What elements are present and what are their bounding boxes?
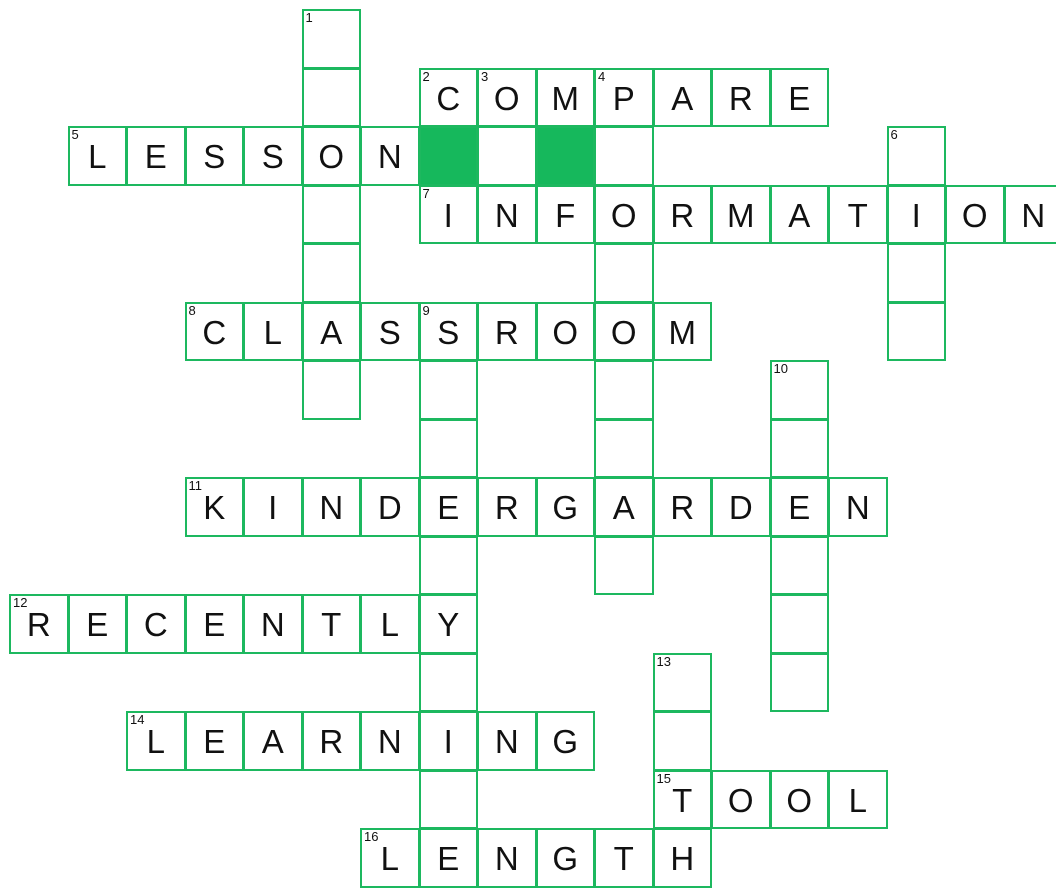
cell-letter: L bbox=[380, 606, 399, 644]
cell-letter: D bbox=[377, 489, 402, 527]
cell-letter: T bbox=[321, 606, 342, 644]
grid-cell[interactable] bbox=[419, 594, 479, 654]
grid-cell[interactable] bbox=[770, 68, 830, 128]
cell-letter: F bbox=[555, 196, 576, 234]
grid-cell[interactable] bbox=[770, 770, 830, 830]
clue-number: 3 bbox=[481, 68, 489, 84]
grid-cell[interactable] bbox=[653, 185, 713, 245]
cell-letter: G bbox=[552, 840, 579, 878]
cell-letter: S bbox=[261, 138, 284, 176]
grid-cell[interactable] bbox=[185, 126, 245, 186]
grid-cell[interactable] bbox=[360, 302, 420, 362]
grid-cell[interactable] bbox=[477, 828, 537, 888]
cell-letter: C bbox=[436, 79, 461, 117]
grid-cell[interactable] bbox=[828, 185, 888, 245]
grid-cell[interactable] bbox=[477, 126, 537, 186]
cell-letter: S bbox=[437, 313, 460, 351]
grid-cell[interactable] bbox=[887, 126, 947, 186]
grid-cell[interactable] bbox=[653, 302, 713, 362]
cell-letter: C bbox=[143, 606, 168, 644]
grid-cell[interactable] bbox=[477, 185, 537, 245]
cell-letter: N bbox=[494, 840, 519, 878]
clue-number: 15 bbox=[656, 770, 671, 786]
cell-letter: E bbox=[86, 606, 109, 644]
cell-letter: I bbox=[443, 723, 453, 761]
cell-letter: O bbox=[786, 781, 813, 819]
grid-cell[interactable] bbox=[126, 126, 186, 186]
clue-number: 4 bbox=[598, 68, 606, 84]
grid-cell[interactable] bbox=[594, 477, 654, 537]
grid-cell[interactable] bbox=[243, 126, 303, 186]
cell-letter: H bbox=[670, 840, 695, 878]
grid-cell[interactable] bbox=[770, 653, 830, 713]
grid-cell[interactable] bbox=[594, 243, 654, 303]
cell-letter: N bbox=[377, 138, 402, 176]
cell-letter: E bbox=[437, 840, 460, 878]
clue-number: 14 bbox=[130, 712, 145, 727]
grid-cell[interactable] bbox=[770, 419, 830, 479]
grid-cell[interactable] bbox=[302, 68, 362, 128]
cell-letter: P bbox=[612, 79, 635, 117]
cell-letter: T bbox=[672, 781, 693, 819]
grid-cell[interactable] bbox=[1004, 185, 1056, 245]
grid-cell[interactable] bbox=[360, 828, 420, 888]
clue-number: 8 bbox=[188, 302, 196, 318]
clue-number: 11 bbox=[188, 478, 202, 493]
grid-cell[interactable] bbox=[594, 68, 654, 128]
cell-letter: O bbox=[961, 196, 988, 234]
cell-letter: E bbox=[144, 138, 167, 176]
grid-cell[interactable] bbox=[477, 711, 537, 771]
grid-cell[interactable] bbox=[419, 126, 479, 186]
grid-cell[interactable] bbox=[828, 477, 888, 537]
grid-cell[interactable] bbox=[185, 302, 245, 362]
grid-cell[interactable] bbox=[243, 477, 303, 537]
cell-letter: E bbox=[788, 79, 811, 117]
cell-letter: Y bbox=[437, 606, 460, 644]
grid-cell[interactable] bbox=[419, 419, 479, 479]
cell-letter: M bbox=[727, 196, 755, 234]
cell-letter: E bbox=[437, 489, 460, 527]
cell-letter: L bbox=[380, 840, 399, 878]
grid-cell[interactable] bbox=[419, 185, 479, 245]
grid-cell[interactable] bbox=[302, 9, 362, 69]
grid-cell[interactable] bbox=[653, 828, 713, 888]
cell-letter: T bbox=[847, 196, 868, 234]
grid-cell[interactable] bbox=[68, 594, 128, 654]
cell-letter: E bbox=[788, 489, 811, 527]
grid-cell[interactable] bbox=[594, 419, 654, 479]
cell-letter: R bbox=[494, 313, 519, 351]
cell-letter: R bbox=[319, 723, 344, 761]
cell-letter: O bbox=[610, 313, 637, 351]
grid-cell[interactable] bbox=[243, 711, 303, 771]
cell-letter: N bbox=[1021, 196, 1046, 234]
grid-cell[interactable] bbox=[302, 243, 362, 303]
clue-number: 10 bbox=[773, 361, 788, 376]
cell-letter: R bbox=[728, 79, 753, 117]
clue-number: 5 bbox=[71, 127, 79, 142]
grid-cell[interactable] bbox=[419, 770, 479, 830]
clue-number: 1 bbox=[305, 10, 313, 25]
grid-cell[interactable] bbox=[770, 594, 830, 654]
cell-letter: M bbox=[668, 313, 696, 351]
grid-cell[interactable] bbox=[594, 185, 654, 245]
grid-cell[interactable] bbox=[360, 126, 420, 186]
cell-letter: S bbox=[203, 138, 226, 176]
cell-letter: O bbox=[493, 79, 520, 117]
grid-cell[interactable] bbox=[302, 711, 362, 771]
cell-letter: O bbox=[318, 138, 345, 176]
grid-cell[interactable] bbox=[302, 594, 362, 654]
cell-letter: S bbox=[378, 313, 401, 351]
cell-letter: L bbox=[146, 723, 165, 761]
grid-cell[interactable] bbox=[302, 185, 362, 245]
grid-cell[interactable] bbox=[594, 360, 654, 420]
cell-letter: A bbox=[788, 196, 811, 234]
cell-letter: N bbox=[494, 723, 519, 761]
grid-cell[interactable] bbox=[711, 770, 771, 830]
grid-cell[interactable] bbox=[887, 243, 947, 303]
grid-cell[interactable] bbox=[419, 653, 479, 713]
clue-number: 6 bbox=[890, 127, 898, 142]
grid-cell[interactable] bbox=[653, 770, 713, 830]
grid-cell[interactable] bbox=[243, 594, 303, 654]
cell-letter: A bbox=[320, 313, 343, 351]
grid-cell[interactable] bbox=[770, 185, 830, 245]
grid-cell[interactable] bbox=[536, 828, 596, 888]
clue-number: 12 bbox=[13, 595, 28, 610]
grid-cell[interactable] bbox=[770, 477, 830, 537]
grid-cell[interactable] bbox=[419, 828, 479, 888]
clue-number: 2 bbox=[422, 68, 430, 84]
grid-cell[interactable] bbox=[477, 477, 537, 537]
cell-letter: O bbox=[610, 196, 637, 234]
cell-letter: R bbox=[26, 606, 51, 644]
grid-cell[interactable] bbox=[536, 185, 596, 245]
cell-letter: G bbox=[552, 723, 579, 761]
grid-cell[interactable] bbox=[419, 360, 479, 420]
clue-number: 9 bbox=[422, 302, 430, 318]
grid-cell[interactable] bbox=[302, 360, 362, 420]
grid-cell[interactable] bbox=[9, 594, 69, 654]
grid-cell[interactable] bbox=[477, 68, 537, 128]
cell-letter: A bbox=[612, 489, 635, 527]
cell-letter: L bbox=[263, 313, 282, 351]
grid-cell[interactable] bbox=[126, 594, 186, 654]
grid-cell[interactable] bbox=[770, 360, 830, 420]
grid-cell[interactable] bbox=[536, 126, 596, 186]
grid-cell[interactable] bbox=[711, 477, 771, 537]
cell-letter: N bbox=[377, 723, 402, 761]
cell-letter: C bbox=[202, 313, 227, 351]
cell-letter: D bbox=[728, 489, 753, 527]
cell-letter: L bbox=[88, 138, 107, 176]
grid-cell[interactable] bbox=[711, 185, 771, 245]
grid-cell[interactable] bbox=[594, 536, 654, 596]
cell-letter: I bbox=[911, 196, 921, 234]
grid-cell[interactable] bbox=[594, 126, 654, 186]
cell-letter: N bbox=[494, 196, 519, 234]
cell-letter: N bbox=[845, 489, 870, 527]
clue-number: 13 bbox=[656, 653, 671, 669]
cell-letter: N bbox=[260, 606, 285, 644]
cell-letter: A bbox=[671, 79, 694, 117]
grid-cell[interactable] bbox=[419, 536, 479, 596]
cell-letter: M bbox=[551, 79, 579, 117]
cell-letter: T bbox=[613, 840, 634, 878]
clue-number: 7 bbox=[422, 185, 430, 201]
grid-cell[interactable] bbox=[594, 828, 654, 888]
cell-letter: R bbox=[670, 196, 695, 234]
grid-cell[interactable] bbox=[302, 477, 362, 537]
grid-cell[interactable] bbox=[360, 594, 420, 654]
grid-cell[interactable] bbox=[828, 770, 888, 830]
grid-cell[interactable] bbox=[302, 126, 362, 186]
grid-cell[interactable] bbox=[419, 302, 479, 362]
grid-cell[interactable] bbox=[419, 477, 479, 537]
cell-letter: R bbox=[670, 489, 695, 527]
cell-letter: G bbox=[552, 489, 579, 527]
grid-cell[interactable] bbox=[126, 711, 186, 771]
grid-cell[interactable] bbox=[536, 302, 596, 362]
grid-cell[interactable] bbox=[536, 477, 596, 537]
cell-letter: I bbox=[443, 196, 453, 234]
grid-cell[interactable] bbox=[360, 711, 420, 771]
grid-cell[interactable] bbox=[360, 477, 420, 537]
grid-cell[interactable] bbox=[185, 594, 245, 654]
grid-cell[interactable] bbox=[653, 653, 713, 713]
grid-cell[interactable] bbox=[945, 185, 1005, 245]
cell-letter: N bbox=[319, 489, 344, 527]
cell-letter: O bbox=[552, 313, 579, 351]
cell-letter: K bbox=[203, 489, 226, 527]
cell-letter: E bbox=[203, 606, 226, 644]
grid-cell[interactable] bbox=[185, 711, 245, 771]
grid-cell[interactable] bbox=[243, 302, 303, 362]
grid-cell[interactable] bbox=[653, 477, 713, 537]
grid-cell[interactable] bbox=[594, 302, 654, 362]
grid-cell[interactable] bbox=[536, 711, 596, 771]
grid-cell[interactable] bbox=[68, 126, 128, 186]
cell-letter: L bbox=[848, 781, 867, 819]
grid-cell[interactable] bbox=[419, 68, 479, 128]
grid-cell[interactable] bbox=[887, 185, 947, 245]
grid-cell[interactable] bbox=[477, 302, 537, 362]
grid-cell[interactable] bbox=[711, 68, 771, 128]
cell-letter: O bbox=[727, 781, 754, 819]
grid-cell[interactable] bbox=[185, 477, 245, 537]
grid-cell[interactable] bbox=[653, 68, 713, 128]
cell-letter: A bbox=[261, 723, 284, 761]
grid-cell[interactable] bbox=[536, 68, 596, 128]
grid-cell[interactable] bbox=[770, 536, 830, 596]
cell-letter: I bbox=[268, 489, 278, 527]
grid-cell[interactable] bbox=[653, 711, 713, 771]
grid-cell[interactable] bbox=[887, 302, 947, 362]
cell-letter: R bbox=[494, 489, 519, 527]
grid-cell[interactable] bbox=[419, 711, 479, 771]
grid-cell[interactable] bbox=[302, 302, 362, 362]
clue-number: 16 bbox=[364, 829, 379, 844]
cell-letter: E bbox=[203, 723, 226, 761]
